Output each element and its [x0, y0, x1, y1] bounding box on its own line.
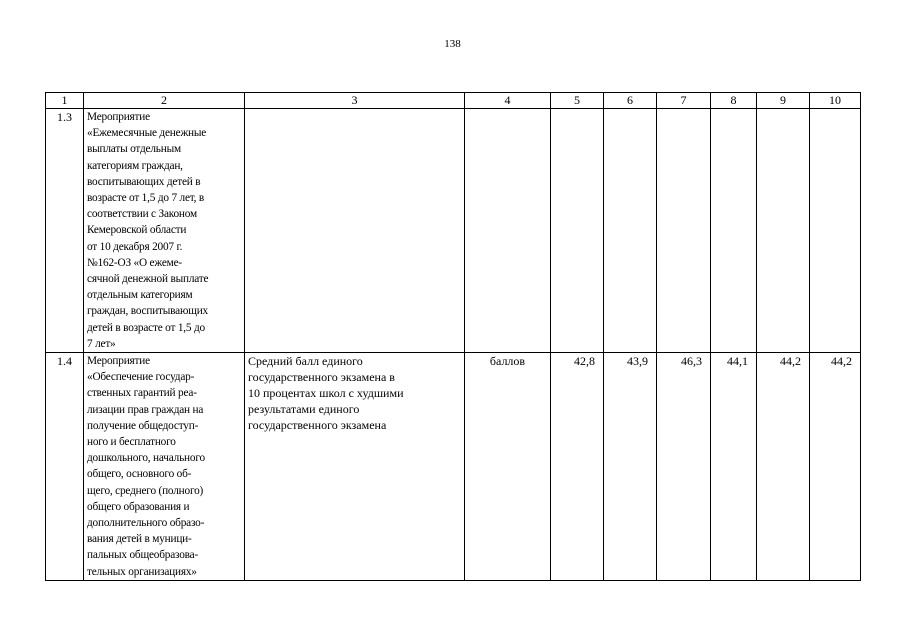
measure-name-line: воспитывающих детей в — [87, 175, 201, 188]
indicator-line: 10 процентах школ с худшими — [248, 386, 404, 401]
header-cell: 3 — [245, 93, 465, 109]
measure-name-line: №162-ОЗ «О ежеме- — [87, 256, 182, 269]
header-row — [46, 93, 861, 109]
measure-name-line: от 10 декабря 2007 г. — [87, 240, 183, 253]
value-cell — [711, 109, 757, 353]
measure-name-line: детей в возрасте от 1,5 до — [87, 321, 205, 334]
indicator-line: государственного экзамена — [248, 418, 387, 433]
row-number: 1.3 — [46, 109, 84, 353]
table-row — [46, 353, 861, 581]
header-cell: 2 — [84, 93, 245, 109]
measure-name-line: Мероприятие — [87, 355, 150, 368]
measure-name-line: соответствии с Законом — [87, 208, 197, 221]
value-cell: 42,8 — [551, 353, 604, 581]
indicator-line: Средний балл единого — [248, 354, 363, 369]
value-cell — [604, 109, 657, 353]
measure-name-line: дополнительного образо- — [87, 517, 205, 530]
measure-name-line: 7 лет» — [87, 337, 116, 350]
header-cell: 1 — [46, 93, 84, 109]
row-number: 1.4 — [46, 353, 84, 581]
header-cell: 10 — [810, 93, 861, 109]
measure-name-line: Мероприятие — [87, 111, 150, 123]
header-cell: 8 — [711, 93, 757, 109]
measure-name-line: возрасте от 1,5 до 7 лет, в — [87, 192, 205, 205]
measure-name-line: щего, среднего (полного) — [87, 484, 204, 497]
measure-name-line: вания детей в муници- — [87, 533, 192, 546]
value-cell — [810, 109, 861, 353]
value-cell: 44,2 — [810, 353, 861, 581]
measure-name-line: сячной денежной выплате — [87, 273, 209, 286]
measure-name-line: категориям граждан, — [87, 159, 183, 172]
value-cell: 43,9 — [604, 353, 657, 581]
value-cell — [757, 109, 810, 353]
measure-name-line: выплаты отдельным — [87, 143, 181, 156]
value-cell: 46,3 — [657, 353, 711, 581]
measure-name-line: пальных общеобразова- — [87, 549, 199, 562]
unit-cell — [465, 109, 551, 353]
indicator-cell — [245, 353, 465, 581]
measure-name-line: «Ежемесячные денежные — [87, 127, 207, 140]
table-row — [46, 109, 861, 353]
page-number: 138 — [444, 38, 461, 50]
measure-name-line: отдельным категориям — [87, 289, 193, 302]
measure-name-line: получение общедоступ- — [87, 419, 199, 432]
header-cell: 7 — [657, 93, 711, 109]
header-cell: 5 — [551, 93, 604, 109]
indicator-cell — [245, 109, 465, 353]
measure-name-line: лизации прав граждан на — [87, 403, 204, 416]
measure-name-line: граждан, воспитывающих — [87, 305, 209, 318]
measure-name-line: общего, основного об- — [87, 468, 192, 481]
indicator-line: результатами единого — [248, 402, 360, 417]
measure-name-line: Кемеровской области — [87, 224, 187, 237]
value-cell — [657, 109, 711, 353]
measure-name-line: ного и бесплатного — [87, 436, 176, 449]
header-cell: 4 — [465, 93, 551, 109]
indicators-table — [45, 92, 861, 581]
measure-name-line: дошкольного, начального — [87, 452, 205, 465]
measure-name — [84, 109, 245, 353]
measure-name-line: общего образования и — [87, 500, 190, 513]
measure-name — [84, 353, 245, 581]
measure-name-line: «Обеспечение государ- — [87, 371, 195, 384]
measure-name-line: ственных гарантий реа- — [87, 387, 197, 400]
unit-cell: баллов — [465, 353, 551, 581]
indicator-line: государственного экзамена в — [248, 370, 395, 385]
measure-name-line: тельных организациях» — [87, 565, 197, 578]
header-cell: 6 — [604, 93, 657, 109]
header-cell: 9 — [757, 93, 810, 109]
value-cell: 44,1 — [711, 353, 757, 581]
value-cell — [551, 109, 604, 353]
value-cell: 44,2 — [757, 353, 810, 581]
